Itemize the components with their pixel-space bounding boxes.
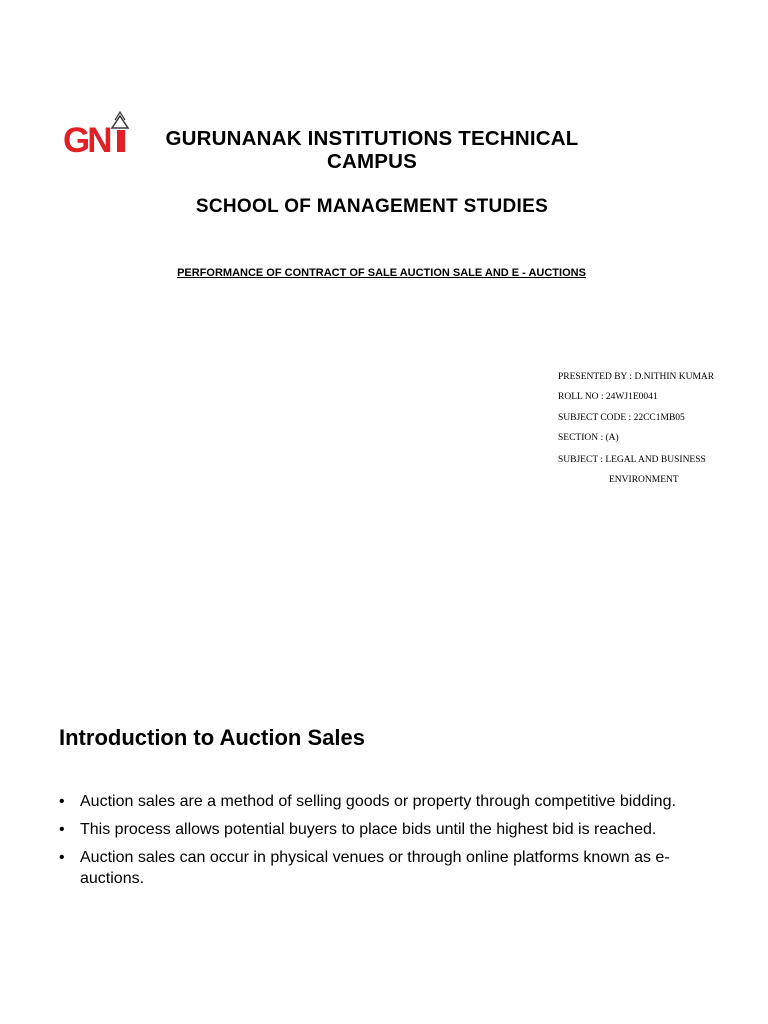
bullet-icon: • (59, 821, 65, 838)
svg-text:GN: GN (63, 121, 110, 160)
presentation-topic: PERFORMANCE OF CONTRACT OF SALE AUCTION SALE AND E - AUCTIONS (177, 267, 586, 279)
list-item (59, 791, 719, 812)
bullet-text: Auction sales can occur in physical venues or through online platforms known as e-auctions. (80, 849, 670, 887)
subject-code: SUBJECT CODE : 22CC1MB05 (558, 413, 685, 423)
bullet-icon: • (59, 793, 65, 810)
school-name: SCHOOL OF MANAGEMENT STUDIES (195, 196, 549, 217)
bullet-list (59, 791, 719, 896)
subject: SUBJECT : LEGAL AND BUSINESS (558, 455, 706, 465)
bullet-text: This process allows potential buyers to place bids until the highest bid is reached. (80, 821, 657, 838)
slide-title: Introduction to Auction Sales (59, 725, 365, 750)
list-item (59, 819, 719, 840)
section: SECTION : (A) (558, 433, 619, 443)
list-item (59, 847, 719, 889)
institution-name: GURUNANAK INSTITUTIONS TECHNICAL CAMPUS (165, 127, 579, 173)
bullet-icon: • (59, 849, 65, 866)
roll-no: ROLL NO : 24WJ1E0041 (558, 392, 658, 402)
bullet-text: Auction sales are a method of selling goods or property through competitive bidding. (80, 793, 676, 810)
subject-continued: ENVIRONMENT (609, 475, 679, 485)
gni-logo (62, 108, 130, 164)
presented-by: PRESENTED BY : D.NITHIN KUMAR (558, 372, 715, 382)
